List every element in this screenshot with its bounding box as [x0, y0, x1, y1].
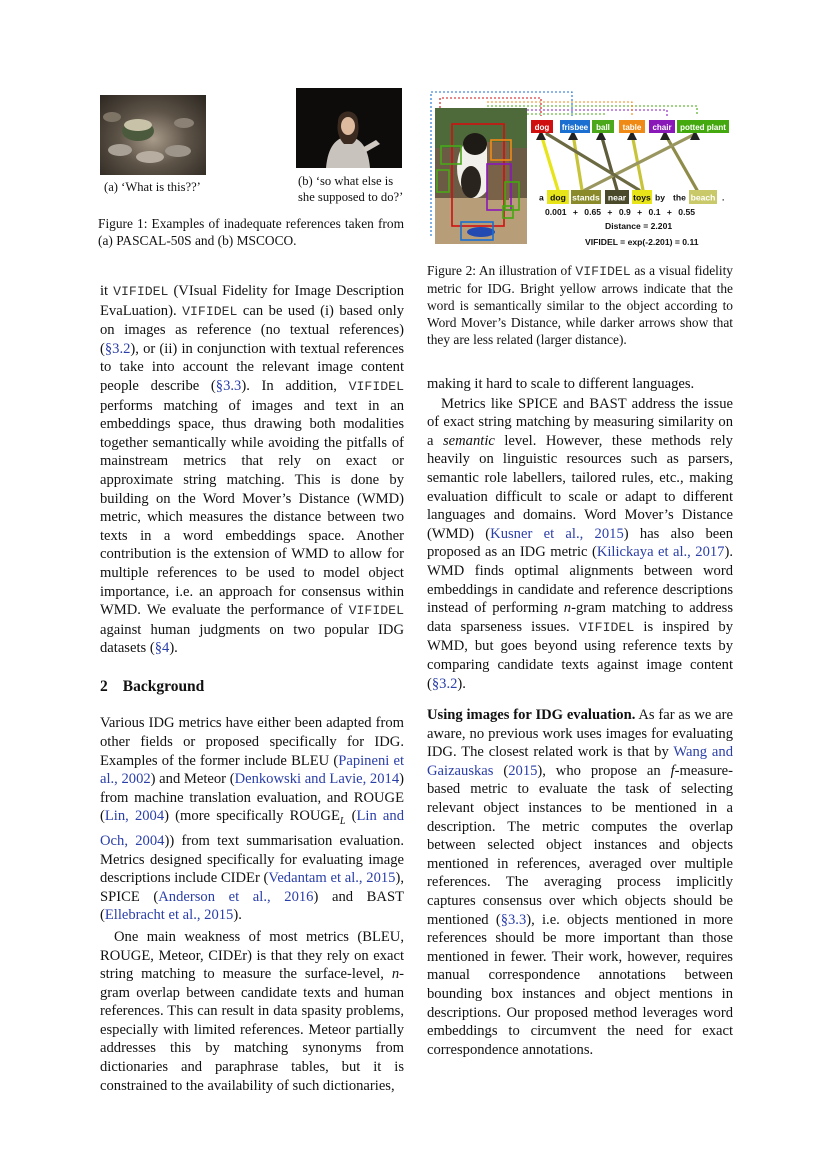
- right-paragraph-3: [427, 706, 733, 1059]
- text: Various IDG metrics have either been adapted from other fields or proposed specifically for IDG. Examples of the former include BLEU (: [100, 715, 404, 769]
- metric-name: VIFIDEL: [348, 378, 404, 394]
- text: it: [100, 283, 114, 299]
- object-label: potted plant: [680, 123, 726, 132]
- caption-word: the: [673, 192, 686, 203]
- text: -gram overlap between candidate texts and human references. This can result in data spasity problems, especially with limited references. Meteor partially addresses this by matching synonyms from dictionaries and paraphrase tables, but it is constrained to the availability of such dictionaries,: [100, 966, 404, 1094]
- object-label: dog: [534, 123, 550, 132]
- caption-word: toys: [633, 192, 651, 203]
- metric-name: VIFIDEL: [113, 284, 169, 299]
- text: ).: [233, 907, 242, 924]
- figure-2-diagram: [427, 86, 733, 251]
- citation-link[interactable]: Ellebracht et al., 2015: [104, 907, 234, 924]
- figure-1-caption: Figure 1: Examples of inadequate references taken from (a) PASCAL-50S and (b) MSCOCO.: [98, 216, 404, 248]
- text: is inspired by WMD, but goes beyond using reference texts by comparing candidate texts against image content (: [427, 618, 734, 692]
- figure-2-caption: [427, 262, 733, 348]
- text: As far as we are aware, no previous work uses images for evaluating IDG. The closest related work is that by: [427, 707, 733, 761]
- text: (: [493, 762, 509, 779]
- figure-1: [98, 88, 404, 248]
- figure-2-distance-total: Distance = 2.201: [605, 221, 673, 231]
- object-label: table: [622, 123, 642, 132]
- figure-1a-drawing: [100, 95, 206, 175]
- text: ).: [169, 640, 178, 657]
- text: Metrics like SPICE and BAST address the issue of exact string matching by measuring similarity on a: [427, 395, 733, 449]
- text: (: [345, 808, 357, 825]
- text: (VIsual Fidelity for Image Description EvaLuation).: [100, 283, 405, 319]
- object-label: ball: [596, 123, 610, 132]
- citation-link[interactable]: Lin, 2004: [104, 808, 165, 825]
- text: ) from machine translation evaluation, and ROUGE (: [100, 771, 404, 825]
- object-label: frisbee: [561, 123, 589, 132]
- caption-word: beach: [690, 192, 716, 203]
- figure-2: [427, 86, 733, 251]
- left-column: [100, 282, 404, 1095]
- text: ), or (ii) in conjunction with textual references to take into account the relevant image content people describe (: [100, 340, 404, 394]
- section-link[interactable]: §3.2: [104, 340, 131, 357]
- citation-link[interactable]: Kusner et al., 2015: [490, 525, 624, 542]
- metric-name: VIFIDEL: [348, 603, 404, 619]
- caption-word: .: [722, 192, 725, 203]
- text: ), i.e. objects mentioned in more references should be more important than those mentioned in fewer. Their work, however, requires manual correspondence annotations between bounding box instances and object mentions in descriptions. Our proposed method leverages word embeddings to circumvent the need for exact correspondence annotations.: [427, 911, 733, 1058]
- text: ). WMD finds optimal alignments between word embeddings in candidate and reference descriptions instead of performing: [427, 544, 733, 617]
- caption-word: by: [655, 192, 666, 203]
- text: level. However, these methods rely heavily on linguistic resources such as parsers, semantic role labellers, tailored rules, etc., making evaluation difficult to scale or adapt to different languages and domains. Word Mover’s Distance (WMD) (: [427, 432, 733, 542]
- right-paragraph-1: making it hard to scale to different languages.: [427, 376, 695, 392]
- arrow-dog-dog: [541, 134, 558, 190]
- caption-word: stands: [572, 192, 600, 203]
- section-link[interactable]: §3.3: [500, 911, 527, 928]
- text: ) has also been proposed as an IDG metric (: [427, 525, 733, 561]
- citation-link[interactable]: Denkowski and Lavie, 2014: [234, 771, 400, 788]
- figure-2-distances: 0.001 + 0.65 + 0.9 + 0.1 + 0.55: [545, 207, 696, 217]
- citation-link[interactable]: Lin and Och, 2004: [100, 808, 404, 849]
- figure-2-caption-suffix: as a visual fidelity metric for IDG. Bright yellow arrows indicate that the word is semantically similar to the object according to Word Mover’s Distance, while darker arrows show that they are less related (larger distance).: [427, 263, 734, 347]
- caption-word: dog: [550, 192, 566, 203]
- paragraph-heading: Using images for IDG evaluation.: [427, 707, 636, 724]
- figure-1b-drawing: [296, 88, 402, 168]
- section-link[interactable]: §4: [154, 640, 170, 657]
- left-paragraph-3: [100, 928, 404, 1095]
- right-paragraph-2: [427, 395, 733, 694]
- math-var: f: [670, 762, 675, 779]
- figure-2-caption-metric: VIFIDEL: [575, 264, 631, 279]
- text: ). In addition,: [241, 377, 349, 394]
- text: -measure-based metric to evaluate the task of selecting relevant object instances to be mentioned in a description. The metric computes the overlap between selected object instances and objects mentioned in references, averaged over multiple references. The averaging process implicitly captures consensus over which objects should be mentioned (: [427, 762, 733, 928]
- section-heading: [100, 678, 404, 697]
- figure-1b-photo: [296, 88, 402, 168]
- left-paragraph-1: [100, 282, 404, 658]
- figure-2-vifidel-score: VIFIDEL = exp(-2.201) = 0.11: [585, 237, 699, 247]
- emphasis: semantic: [442, 432, 495, 449]
- text: ), who propose an: [537, 762, 671, 779]
- text: ).: [457, 675, 466, 692]
- arrow-stands-frisbee: [573, 134, 582, 190]
- math-var: n: [391, 966, 400, 983]
- math-var: n: [563, 600, 572, 617]
- object-labels: [531, 120, 729, 133]
- citation-link[interactable]: 2015: [508, 762, 538, 779]
- object-label: chair: [652, 123, 672, 132]
- text: One main weakness of most metrics (BLEU, ROUGE, Meteor, CIDEr) is that they rely on exact string matching to measure the surface-level,: [100, 928, 404, 983]
- metric-name: VIFIDEL: [182, 303, 238, 319]
- section-title: Background: [122, 677, 205, 695]
- text: performs matching of images and text in an embeddings space, thus drawing both modalities together semantically while avoiding the pitfalls of mainstream metrics that rely on exact or approximate string matching. This is done by building on the Word Mover’s Distance (WMD) metric, which measures the distance between two texts in a word embeddings space. Another contribution is the extension of WMD to allow for multiple references to be used to model object importance, i.e. an approach for consensus within WMD. We evaluate the performance of: [100, 397, 404, 619]
- text: -gram matching to address data sparseness issues.: [427, 600, 734, 635]
- text: can be used (i) based only on images as reference (no textual references) (: [100, 302, 404, 357]
- caption-word: near: [607, 192, 627, 203]
- figure-1a-subcaption: (a) ‘What is this??’: [104, 180, 201, 194]
- caption-words: [539, 190, 724, 204]
- section-link[interactable]: §3.2: [431, 675, 458, 692]
- citation-link[interactable]: Vedantam et al., 2015: [268, 870, 396, 887]
- citation-link[interactable]: Anderson et al., 2016: [158, 888, 314, 905]
- metric-name: VIFIDEL: [578, 619, 635, 635]
- subscript: L: [339, 816, 346, 828]
- text: )) from text summarisation evaluation. Metrics designed specifically for evaluating image descriptions include CIDEr (: [100, 832, 404, 887]
- arrow-toys-dog: [547, 134, 639, 190]
- figure-1a-photo: [100, 95, 206, 175]
- figure-2-caption-prefix: Figure 2: An illustration of: [427, 263, 576, 278]
- text: against human judgments on two popular IDG datasets (: [100, 621, 404, 657]
- text: ), SPICE (: [100, 870, 404, 905]
- citation-link[interactable]: Kilickaya et al., 2017: [596, 544, 725, 561]
- citation-link[interactable]: Wang and Gaizauskas: [427, 744, 733, 779]
- right-column: [427, 375, 733, 1059]
- citation-link[interactable]: Papineni et al., 2002: [100, 752, 404, 788]
- section-link[interactable]: §3.3: [215, 377, 242, 394]
- left-paragraph-2: [100, 714, 404, 924]
- section-number: 2: [100, 677, 108, 695]
- text: ) and BAST (: [100, 888, 404, 924]
- text: ) and Meteor (: [150, 771, 235, 788]
- text: ) (more specifically ROUGE: [164, 808, 340, 825]
- figure-1b-subcaption: (b) ‘so what else is she supposed to do?’: [298, 174, 404, 204]
- caption-word: a: [539, 192, 544, 203]
